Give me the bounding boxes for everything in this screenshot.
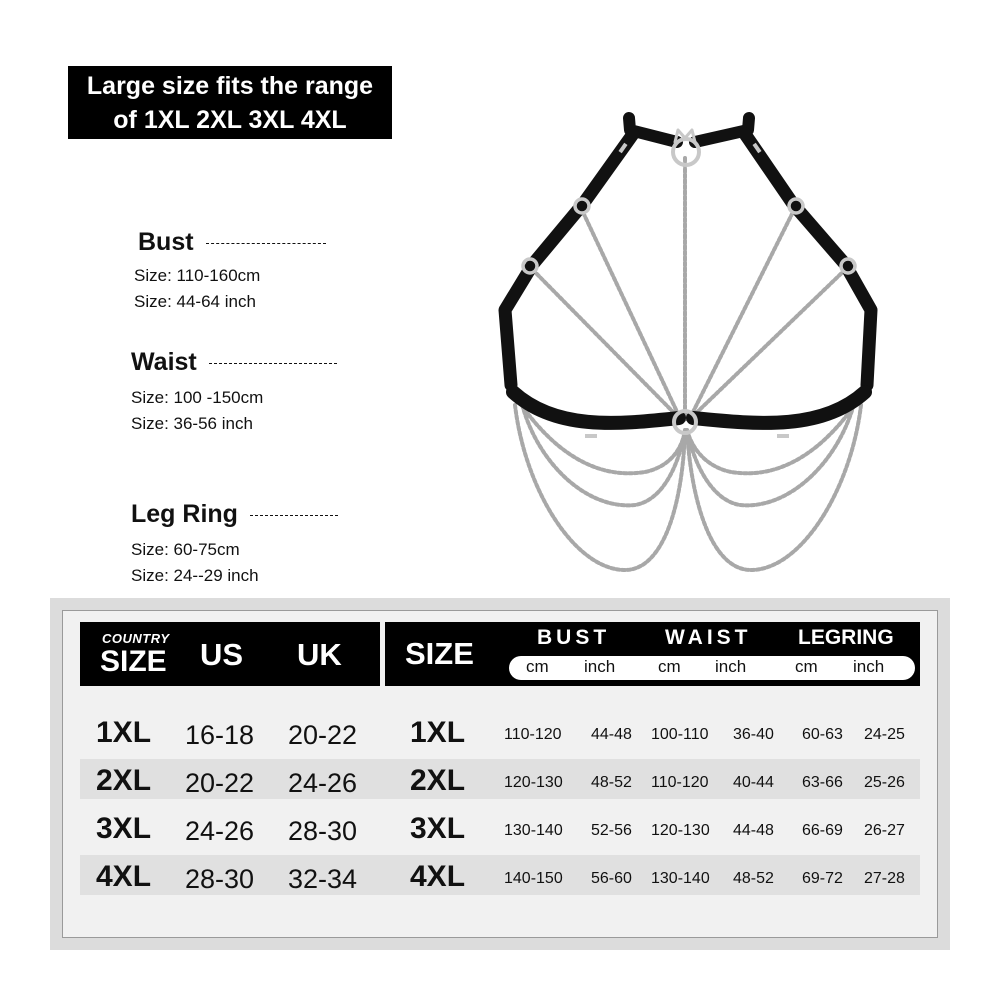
size-column-header: SIZE <box>405 636 474 671</box>
waist-size-inch: Size: 36-56 inch <box>131 414 253 433</box>
waist-inch-unit: inch <box>715 657 747 676</box>
legring-group-header: LEGRING <box>798 626 894 649</box>
size-range-banner <box>68 66 392 139</box>
banner-line-2: of 1XL 2XL 3XL 4XL <box>113 106 347 134</box>
row-3-size2: 3XL <box>410 812 466 845</box>
waist-leader-line <box>209 363 337 364</box>
banner-line-1: Large size fits the range <box>86 72 374 100</box>
row-2-waist-cm: 110-120 <box>651 774 709 791</box>
row-3-size: 3XL <box>96 812 152 845</box>
bust-cm-unit: cm <box>526 657 549 676</box>
row-1-leg-inch: 24-25 <box>864 726 905 743</box>
row-4-leg-cm: 69-72 <box>802 870 843 887</box>
row-1-bust-inch: 44-48 <box>591 726 632 743</box>
row-4-waist-cm: 130-140 <box>651 870 710 887</box>
row-3-bust-cm: 130-140 <box>504 822 563 839</box>
bust-size-cm: Size: 110-160cm <box>134 266 261 285</box>
row-3-leg-inch: 26-27 <box>864 822 905 839</box>
leg-ring-size-cm: Size: 60-75cm <box>131 540 240 559</box>
leg-ring-leader-line <box>250 515 338 516</box>
row-1-waist-inch: 36-40 <box>733 726 774 743</box>
leg-ring-title: Leg Ring <box>131 500 238 528</box>
row-3-waist-inch: 44-48 <box>733 822 774 839</box>
waist-cm-unit: cm <box>658 657 681 676</box>
leg-ring-size-inch: Size: 24--29 inch <box>131 566 259 585</box>
row-2-uk: 24-26 <box>288 768 358 798</box>
us-column-header: US <box>200 637 244 672</box>
row-4-waist-inch: 48-52 <box>733 870 774 887</box>
row-3-bust-inch: 52-56 <box>591 822 632 839</box>
row-4-us: 28-30 <box>185 864 255 894</box>
bust-inch-unit: inch <box>584 657 616 676</box>
row-1-size: 1XL <box>96 716 152 749</box>
bust-leader-line <box>206 243 326 244</box>
row-4-size: 4XL <box>96 860 152 893</box>
row-1-waist-cm: 100-110 <box>651 726 709 743</box>
row-4-size2: 4XL <box>410 860 466 893</box>
row-2-bust-cm: 120-130 <box>504 774 563 791</box>
row-4-bust-inch: 56-60 <box>591 870 632 887</box>
bust-group-header: BUST <box>537 626 611 649</box>
row-3-uk: 28-30 <box>288 816 358 846</box>
waist-spec <box>131 348 337 437</box>
bust-spec <box>134 228 326 315</box>
row-2-leg-inch: 25-26 <box>864 774 905 791</box>
row-2-bust-inch: 48-52 <box>591 774 632 791</box>
row-2-size2: 2XL <box>410 764 466 797</box>
leg-inch-unit: inch <box>853 657 885 676</box>
row-2-leg-cm: 63-66 <box>802 774 843 791</box>
row-4-bust-cm: 140-150 <box>504 870 563 887</box>
row-3-leg-cm: 66-69 <box>802 822 843 839</box>
row-3-waist-cm: 120-130 <box>651 822 710 839</box>
waist-size-cm: Size: 100 -150cm <box>131 388 264 407</box>
leg-cm-unit: cm <box>795 657 818 676</box>
row-2-us: 20-22 <box>185 768 255 798</box>
row-4-leg-inch: 27-28 <box>864 870 905 887</box>
uk-column-header: UK <box>297 637 342 672</box>
bust-title: Bust <box>138 228 194 256</box>
leg-ring-spec <box>131 500 338 589</box>
row-4-uk: 32-34 <box>288 864 358 894</box>
row-1-uk: 20-22 <box>288 720 358 750</box>
waist-title: Waist <box>131 348 197 376</box>
country-size-label: SIZE <box>100 645 167 678</box>
row-1-us: 16-18 <box>185 720 255 750</box>
bust-size-inch: Size: 44-64 inch <box>134 292 256 311</box>
row-2-size: 2XL <box>96 764 152 797</box>
row-1-leg-cm: 60-63 <box>802 726 843 743</box>
row-1-size2: 1XL <box>410 716 466 749</box>
country-label: COUNTRY <box>102 631 170 646</box>
row-3-us: 24-26 <box>185 816 255 846</box>
row-2-waist-inch: 40-44 <box>733 774 774 791</box>
row-1-bust-cm: 110-120 <box>504 726 562 743</box>
harness-product-image <box>495 100 880 580</box>
waist-group-header: WAIST <box>665 626 752 649</box>
